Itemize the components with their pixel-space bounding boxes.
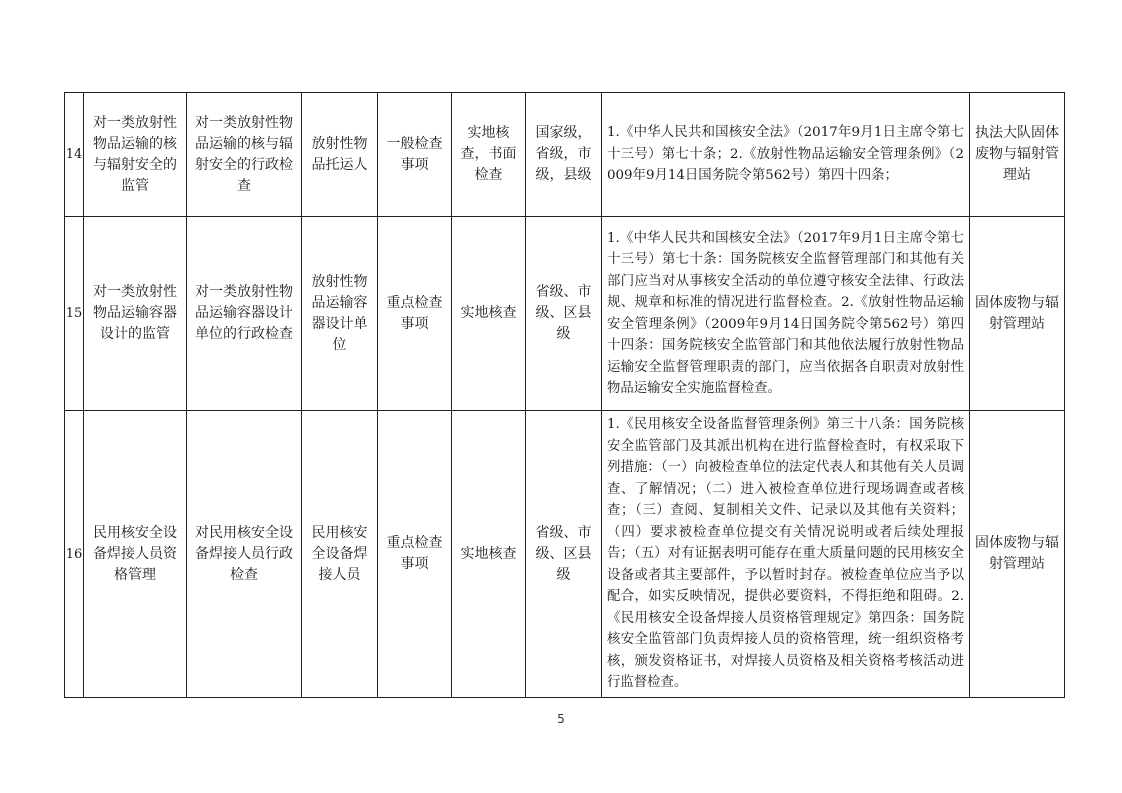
table-row bbox=[65, 93, 1065, 217]
inspection-category: 重点检查事项 bbox=[378, 411, 452, 698]
table-row bbox=[65, 411, 1065, 698]
row-number: 16 bbox=[65, 411, 84, 698]
inspection-category: 一般检查事项 bbox=[378, 93, 452, 217]
inspection-method: 实地核查 bbox=[452, 217, 526, 411]
supervision-item: 民用核安全设备焊接人员资格管理 bbox=[84, 411, 187, 698]
inspection-category: 重点检查事项 bbox=[378, 217, 452, 411]
supervision-item: 对一类放射性物品运输容器设计的监管 bbox=[84, 217, 187, 411]
responsible-dept: 执法大队固体废物与辐射管理站 bbox=[970, 93, 1065, 217]
inspection-table bbox=[64, 92, 1065, 698]
inspection-level: 国家级，省级，市级，县级 bbox=[526, 93, 602, 217]
inspection-name: 对民用核安全设备焊接人员行政检查 bbox=[187, 411, 302, 698]
inspection-object: 民用核安全设备焊接人员 bbox=[302, 411, 378, 698]
inspection-method: 实地核查 bbox=[452, 411, 526, 698]
inspection-level: 省级、市级、区县级 bbox=[526, 411, 602, 698]
inspection-name: 对一类放射性物品运输的核与辐射安全的行政检查 bbox=[187, 93, 302, 217]
inspection-method: 实地核查，书面检查 bbox=[452, 93, 526, 217]
row-number: 14 bbox=[65, 93, 84, 217]
inspection-name: 对一类放射性物品运输容器设计单位的行政检查 bbox=[187, 217, 302, 411]
inspection-object: 放射性物品托运人 bbox=[302, 93, 378, 217]
legal-basis: 1.《中华人民共和国核安全法》（2017年9月1日主席令第七十三号）第七十条；2.《放射性物品运输安全管理条例》（2009年9月14日国务院令第562号）第四十四条； bbox=[602, 93, 970, 217]
page-number: 5 bbox=[557, 712, 565, 726]
legal-basis: 1.《中华人民共和国核安全法》（2017年9月1日主席令第七十三号）第七十条：国务院核安全监督管理部门和其他有关部门应当对从事核安全活动的单位遵守核安全法律、行政法规、规章和标准的情况进行监督检查。2.《放射性物品运输安全管理条例》（2009年9月14日国务院令第562号）第四十四条：国务院核安全监管部门和其他依法履行放射性物品运输安全监督管理职责的部门，应当依据各自职责对放射性物品运输安全实施监督检查。 bbox=[602, 217, 970, 411]
inspection-level: 省级、市级、区县级 bbox=[526, 217, 602, 411]
row-number: 15 bbox=[65, 217, 84, 411]
responsible-dept: 固体废物与辐射管理站 bbox=[970, 217, 1065, 411]
table-row bbox=[65, 217, 1065, 411]
legal-basis: 1.《民用核安全设备监督管理条例》第三十八条：国务院核安全监管部门及其派出机构在进行监督检查时，有权采取下列措施：（一）向被检查单位的法定代表人和其他有关人员调查、了解情况；（二）进入被检查单位进行现场调查或者核查；（三）查阅、复制相关文件、记录以及其他有关资料；（四）要求被检查单位提交有关情况说明或者后续处理报告；（五）对有证据表明可能存在重大质量问题的民用核安全设备或者其主要部件，予以暂时封存。被检查单位应当予以配合，如实反映情况，提供必要资料，不得拒绝和阻碍。2.《民用核安全设备焊接人员资格管理规定》第四条：国务院核安全监管部门负责焊接人员的资格管理，统一组织资格考核，颁发资格证书，对焊接人员资格及相关资格考核活动进行监督检查。 bbox=[602, 411, 970, 698]
inspection-object: 放射性物品运输容器设计单位 bbox=[302, 217, 378, 411]
responsible-dept: 固体废物与辐射管理站 bbox=[970, 411, 1065, 698]
supervision-item: 对一类放射性物品运输的核与辐射安全的监管 bbox=[84, 93, 187, 217]
